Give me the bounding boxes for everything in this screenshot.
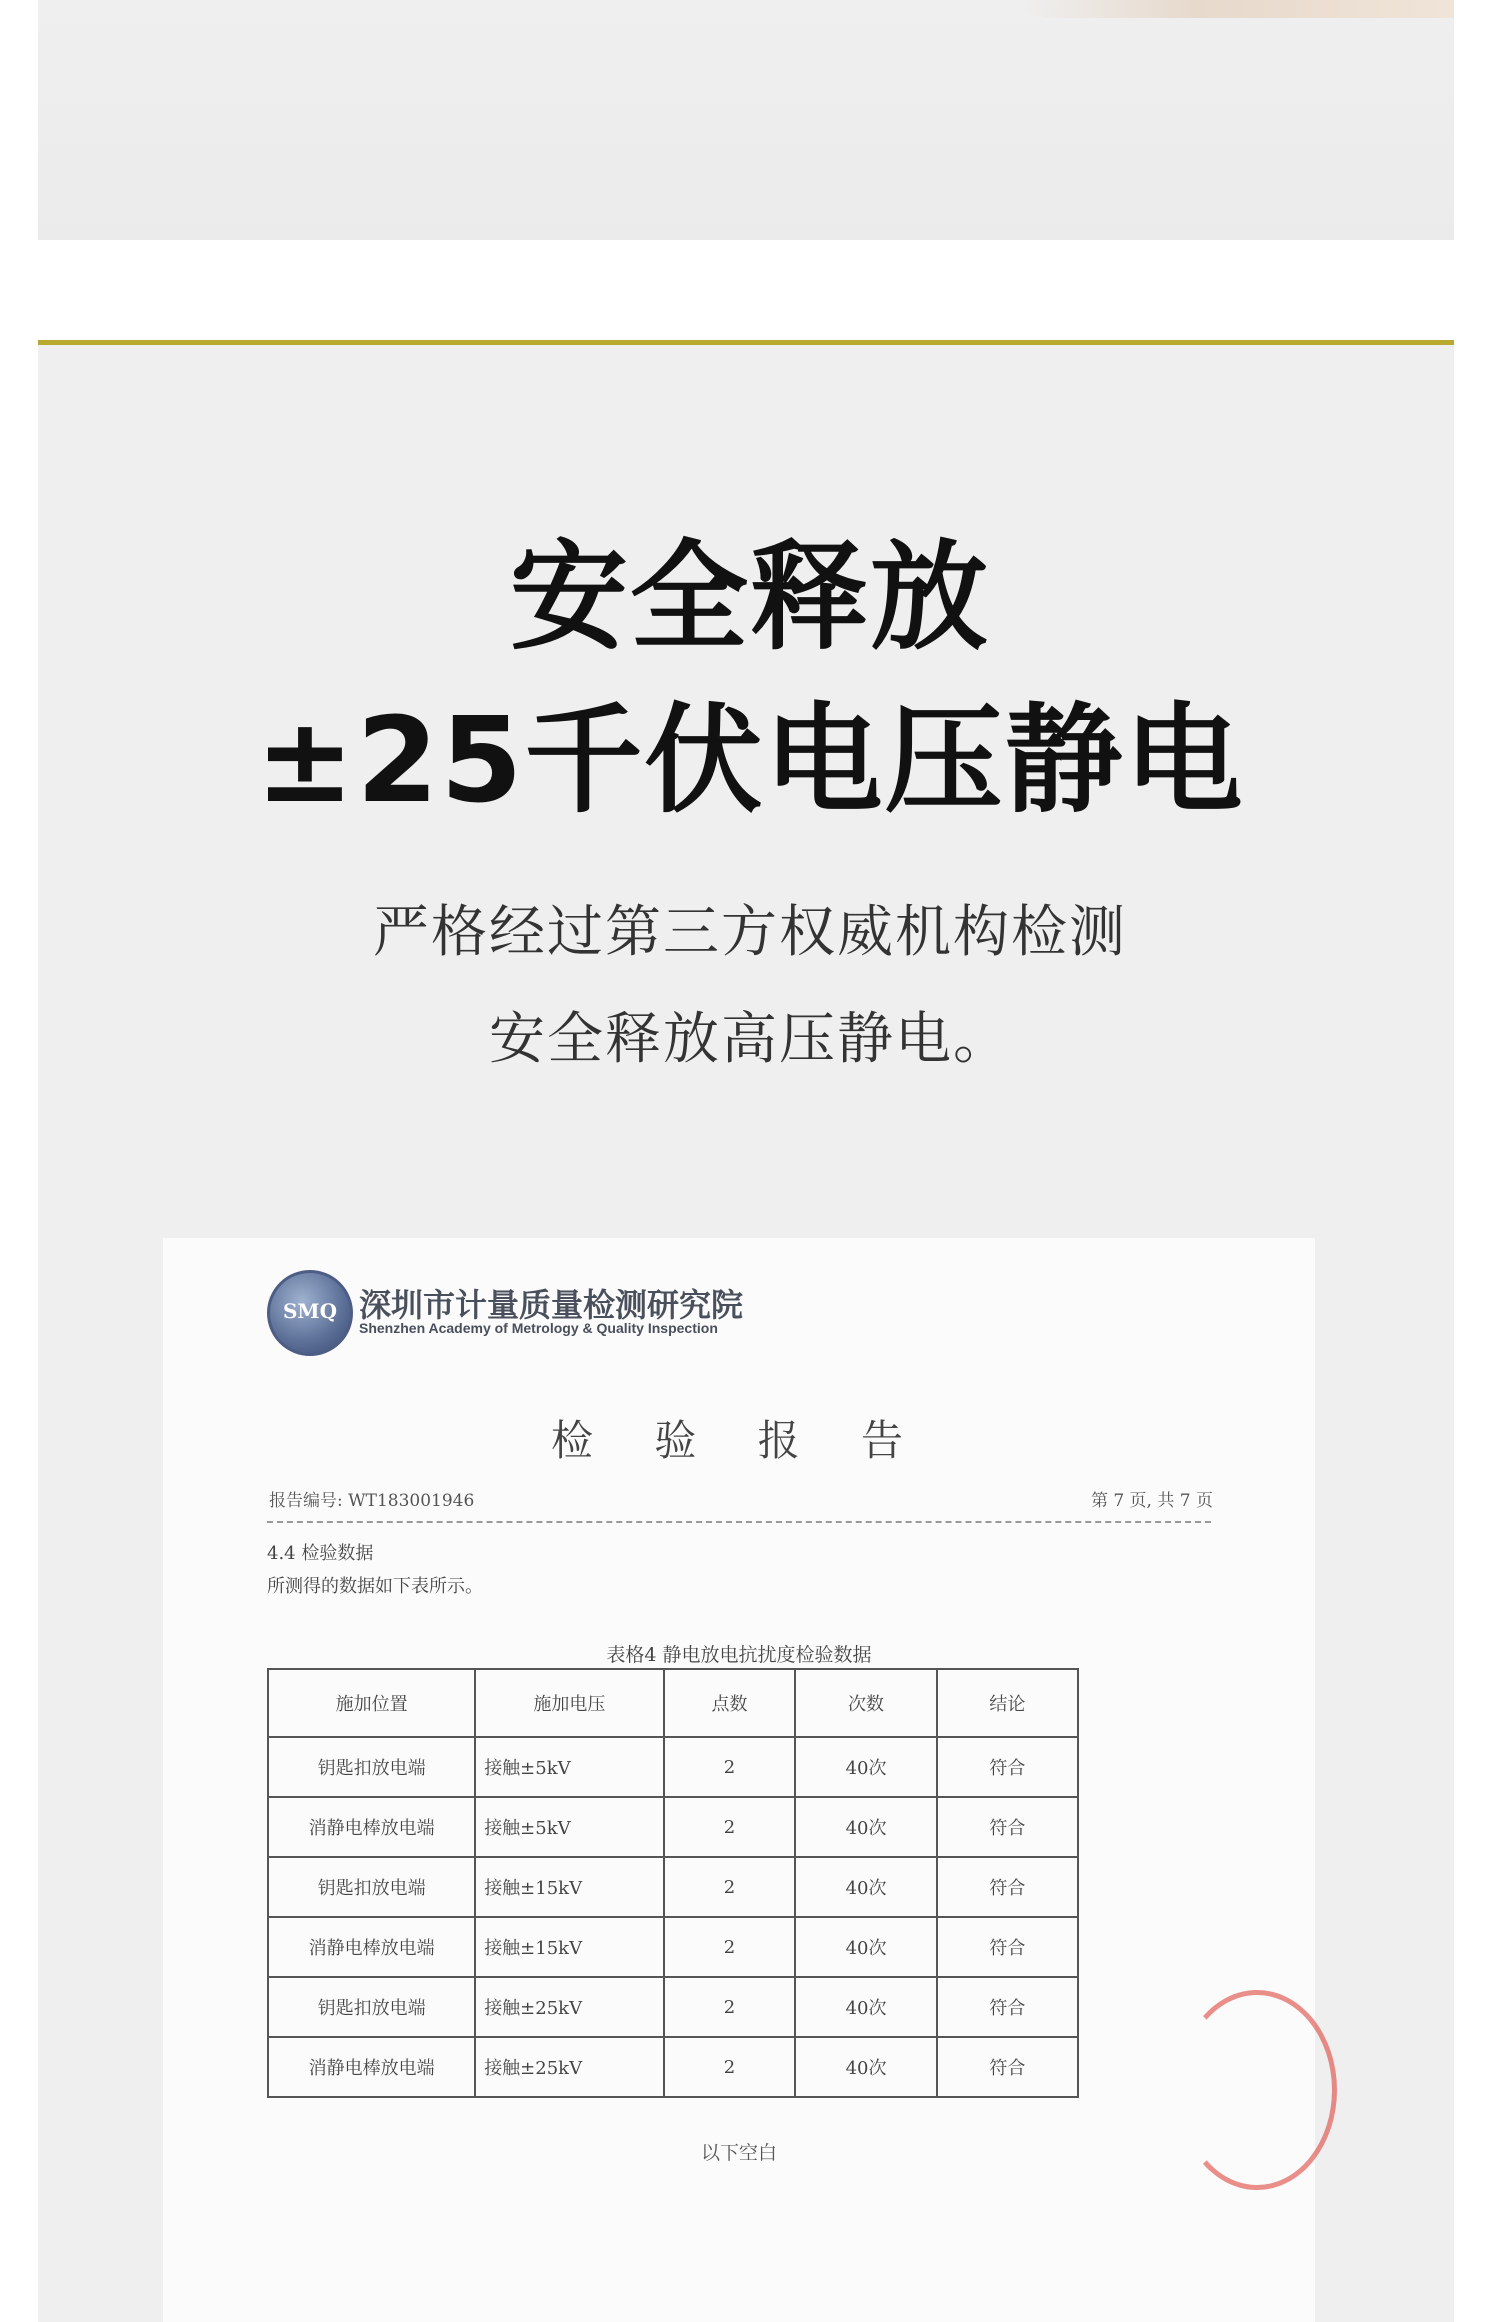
org-name-en: Shenzhen Academy of Metrology & Quality Inspection xyxy=(359,1320,718,1336)
report-title: 检 验 报 告 xyxy=(550,1416,928,1465)
cell-count: 40次 xyxy=(795,1797,936,1857)
cell-position: 消静电棒放电端 xyxy=(268,1917,475,1977)
table-row xyxy=(268,1737,1078,1797)
official-seal-stamp xyxy=(1177,1990,1337,2190)
table-row xyxy=(268,1917,1078,1977)
inspection-report-image xyxy=(163,1238,1315,2322)
cell-position: 钥匙扣放电端 xyxy=(268,1857,475,1917)
org-name-cn: 深圳市计量质量检测研究院 xyxy=(359,1286,744,1324)
smq-logo xyxy=(267,1270,353,1356)
cell-points: 2 xyxy=(664,1977,796,2037)
cell-count: 40次 xyxy=(795,1857,936,1917)
cell-result: 符合 xyxy=(937,2037,1078,2097)
cell-result: 符合 xyxy=(937,1797,1078,1857)
table-row xyxy=(268,2037,1078,2097)
section-heading: 4.4 检验数据 xyxy=(267,1543,374,1564)
cell-voltage: 接触±25kV xyxy=(475,2037,663,2097)
esd-test-table xyxy=(267,1668,1079,2098)
cell-count: 40次 xyxy=(795,1977,936,2037)
section-description: 所测得的数据如下表所示。 xyxy=(267,1576,483,1597)
cell-count: 40次 xyxy=(795,1917,936,1977)
hand-image-fragment xyxy=(1024,0,1454,18)
table-header-row xyxy=(268,1669,1078,1737)
table-row xyxy=(268,1857,1078,1917)
cell-position: 钥匙扣放电端 xyxy=(268,1977,475,2037)
report-divider xyxy=(267,1521,1211,1523)
cell-result: 符合 xyxy=(937,1737,1078,1797)
logo-text: SMQ xyxy=(282,1299,337,1323)
cell-voltage: 接触±15kV xyxy=(475,1857,663,1917)
cell-count: 40次 xyxy=(795,1737,936,1797)
subtitle-line2: 安全释放高压静电。 xyxy=(489,1007,1011,1072)
cell-count: 40次 xyxy=(795,2037,936,2097)
cell-points: 2 xyxy=(664,1857,796,1917)
cell-result: 符合 xyxy=(937,1857,1078,1917)
col-header-count: 次数 xyxy=(795,1669,936,1737)
report-number: 报告编号: WT183001946 xyxy=(269,1491,475,1511)
page-info: 第 7 页, 共 7 页 xyxy=(1090,1491,1213,1511)
cell-points: 2 xyxy=(664,1917,796,1977)
cell-result: 符合 xyxy=(937,1977,1078,2037)
cell-points: 2 xyxy=(664,2037,796,2097)
cell-voltage: 接触±15kV xyxy=(475,1917,663,1977)
cell-points: 2 xyxy=(664,1737,796,1797)
top-image-panel xyxy=(38,0,1454,240)
cell-voltage: 接触±5kV xyxy=(475,1797,663,1857)
table-row xyxy=(268,1977,1078,2037)
cell-result: 符合 xyxy=(937,1917,1078,1977)
col-header-voltage: 施加电压 xyxy=(475,1669,663,1737)
col-header-position: 施加位置 xyxy=(268,1669,475,1737)
cell-position: 消静电棒放电端 xyxy=(268,2037,475,2097)
col-header-points: 点数 xyxy=(664,1669,796,1737)
table-caption: 表格4 静电放电抗扰度检验数据 xyxy=(606,1644,872,1666)
headline-line1: 安全释放 xyxy=(509,528,990,666)
headline-line2: ±25千伏电压静电 xyxy=(255,691,1245,829)
cell-voltage: 接触±5kV xyxy=(475,1737,663,1797)
cell-position: 钥匙扣放电端 xyxy=(268,1737,475,1797)
blank-below-note: 以下空白 xyxy=(700,2142,777,2164)
cell-voltage: 接触±25kV xyxy=(475,1977,663,2037)
table-row xyxy=(268,1797,1078,1857)
cell-position: 消静电棒放电端 xyxy=(268,1797,475,1857)
cell-points: 2 xyxy=(664,1797,796,1857)
col-header-result: 结论 xyxy=(937,1669,1078,1737)
subtitle-line1: 严格经过第三方权威机构检测 xyxy=(373,900,1127,965)
